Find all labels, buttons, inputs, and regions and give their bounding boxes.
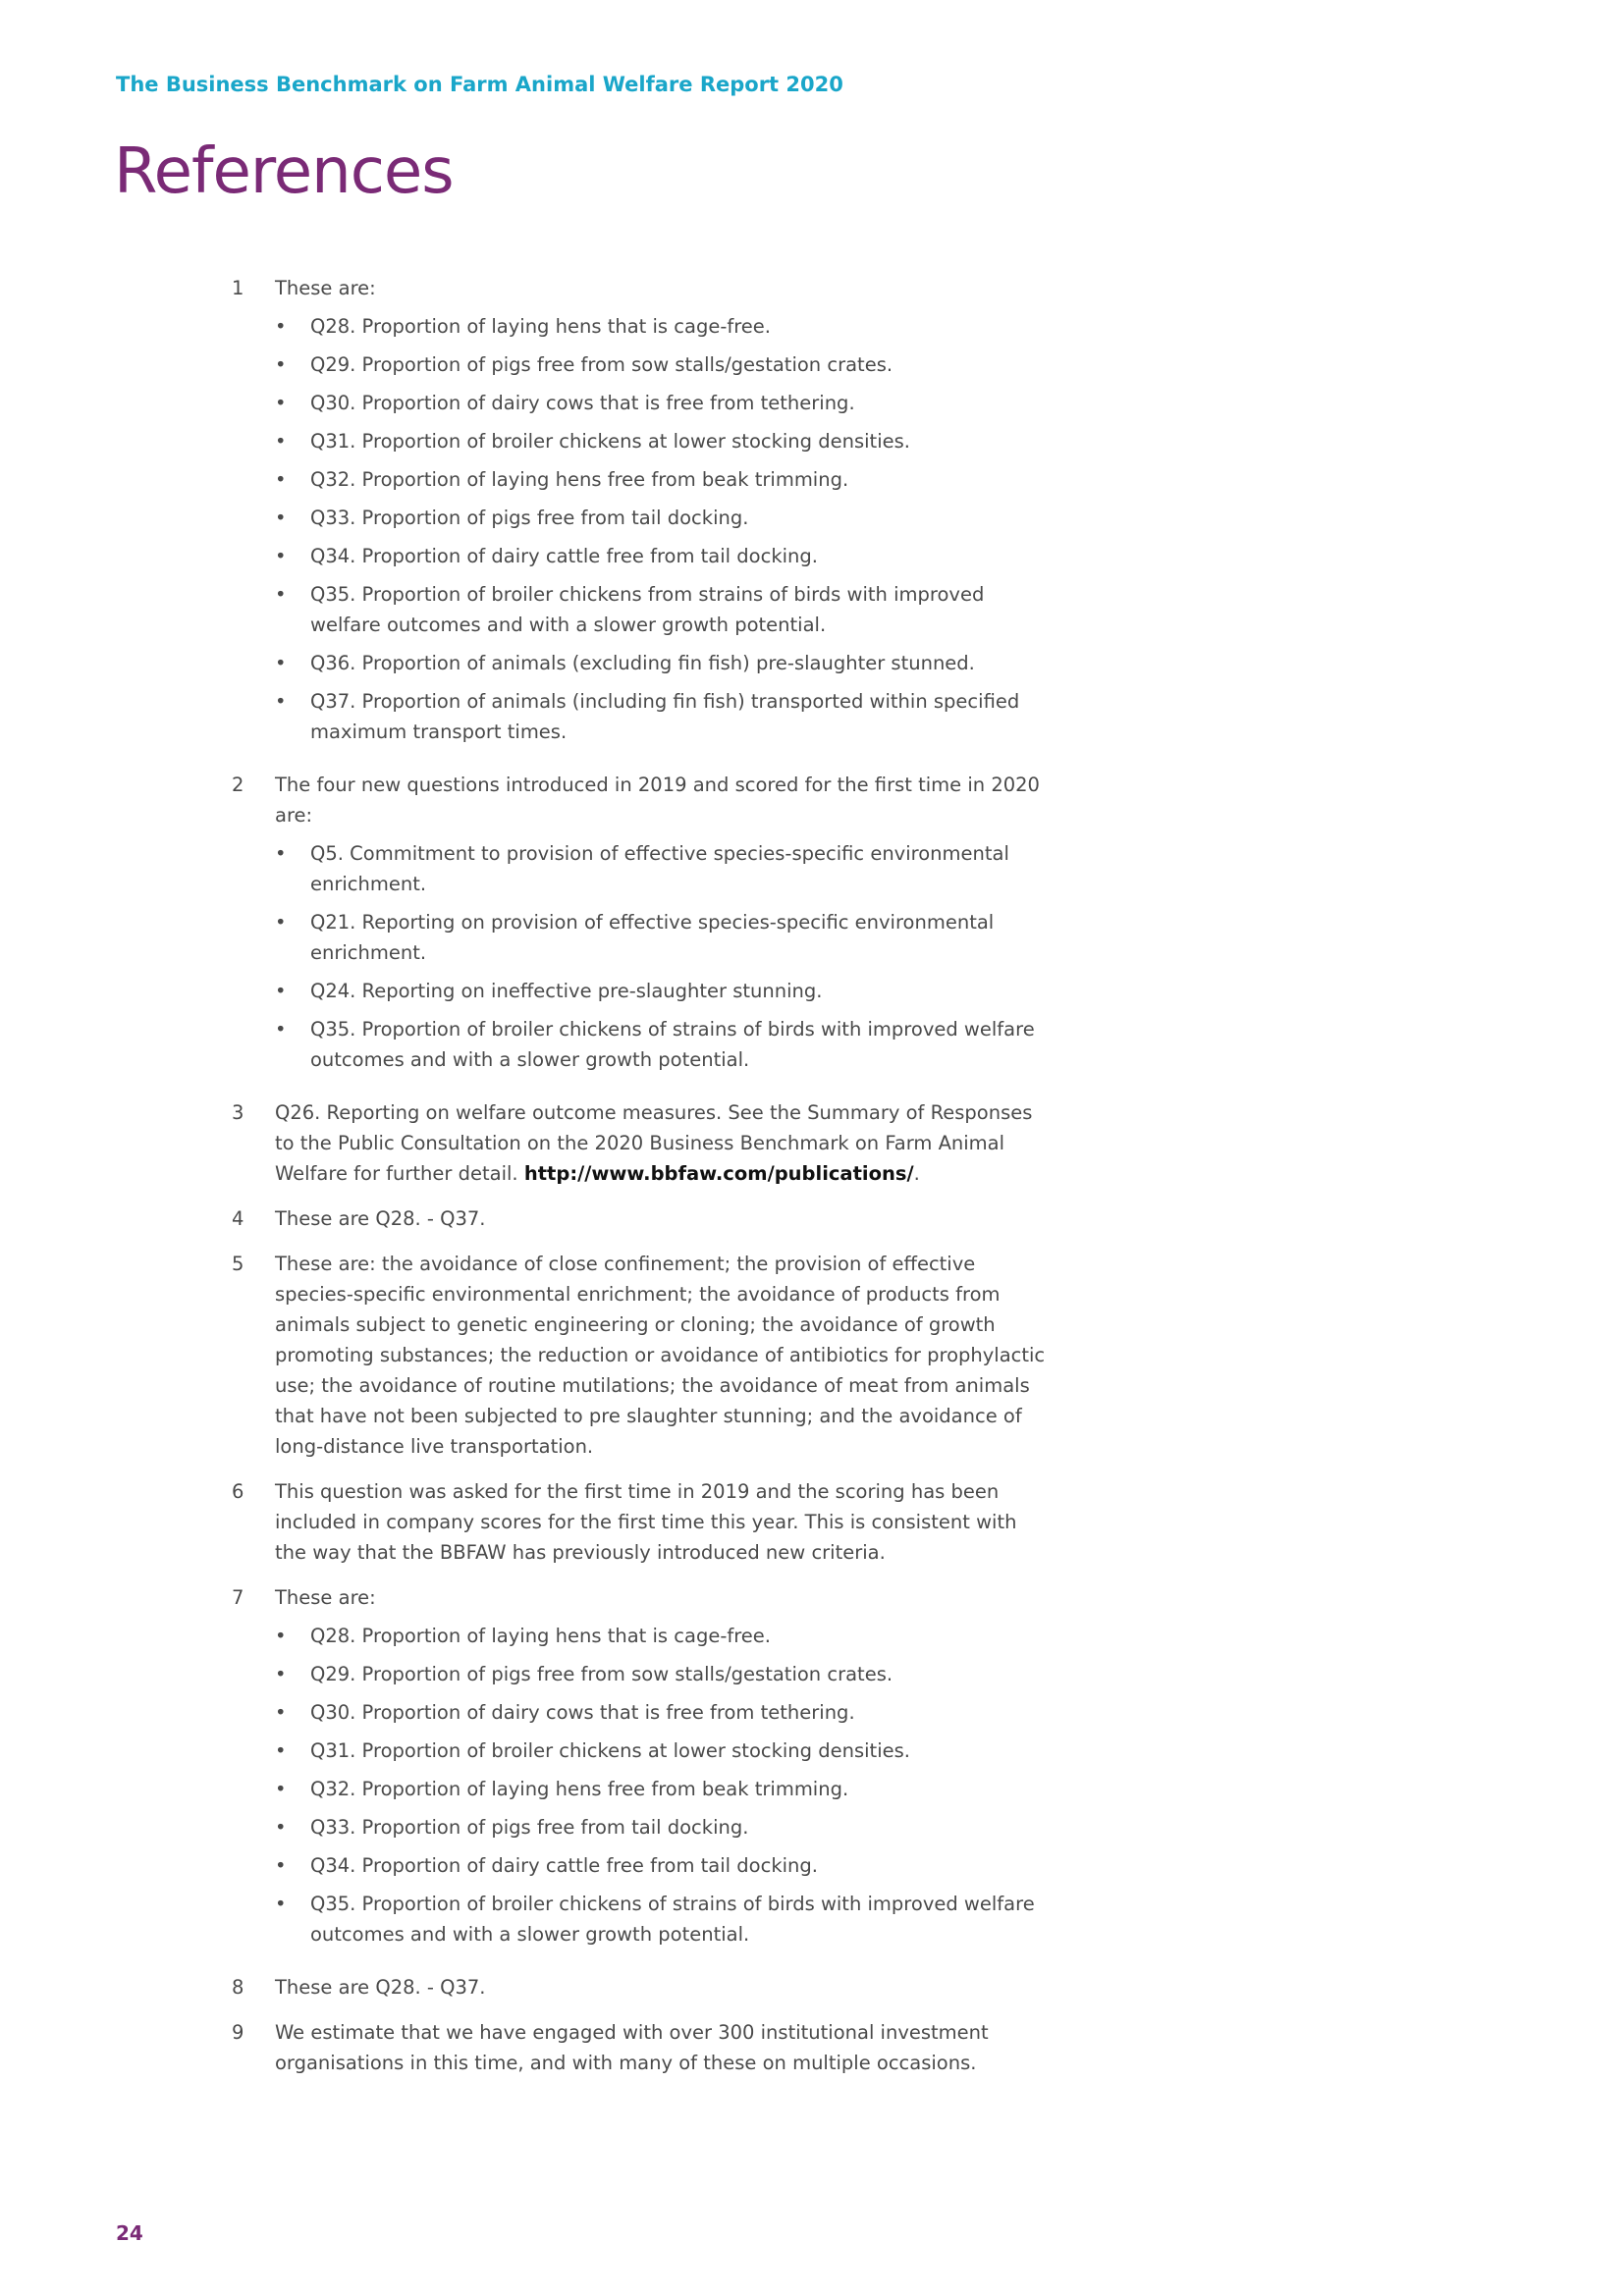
- reference-item: [232, 1582, 1047, 1957]
- list-item: • Q33. Proportion of pigs free from tail docking.: [275, 1812, 1047, 1842]
- reference-text: These are Q28. - Q37.: [275, 1207, 486, 1230]
- references-list: [232, 273, 1047, 2093]
- bullet-icon: •: [275, 468, 287, 491]
- bullet-icon: •: [275, 430, 287, 453]
- reference-number: 4: [232, 1207, 244, 1230]
- reference-intro: These are:: [275, 1586, 376, 1609]
- reference-item: [232, 1249, 1047, 1462]
- list-item: • Q29. Proportion of pigs free from sow stalls/gestation crates.: [275, 1659, 1047, 1689]
- reference-item: [232, 1097, 1047, 1189]
- reference-number: 3: [232, 1101, 244, 1124]
- reference-number: 5: [232, 1253, 244, 1275]
- reference-body: [275, 273, 1047, 755]
- bullet-icon: •: [275, 1663, 287, 1685]
- reference-item: [232, 1972, 1047, 2002]
- bullet-list: [275, 311, 1047, 747]
- bullet-icon: •: [275, 980, 287, 1002]
- reference-item: [232, 273, 1047, 755]
- bullet-icon: •: [275, 1778, 287, 1800]
- reference-intro: These are:: [275, 277, 376, 299]
- reference-body: [275, 1582, 1047, 1957]
- bullet-icon: •: [275, 545, 287, 567]
- bullet-icon: •: [275, 1893, 287, 1915]
- reference-text: Q26. Reporting on welfare outcome measures. See the Summary of Responses to the Public Consultation on the 2020 Business Benchmark on Farm Animal Welfare for further detail.: [275, 1101, 1033, 1185]
- list-item: • Q28. Proportion of laying hens that is cage-free.: [275, 1621, 1047, 1651]
- bullet-icon: •: [275, 690, 287, 713]
- list-item: • Q35. Proportion of broiler chickens of strains of birds with improved welfare outcomes and with a slower growth potential.: [275, 1014, 1047, 1075]
- list-item: • Q34. Proportion of dairy cattle free from tail docking.: [275, 541, 1047, 571]
- list-item: • Q37. Proportion of animals (including fin fish) transported within specified maximum transport times.: [275, 686, 1047, 747]
- reference-text: This question was asked for the first time in 2019 and the scoring has been included in company scores for the first time this year. This is consistent with the way that the BBFAW has previously introduced new criteria.: [275, 1480, 1017, 1564]
- reference-number: 9: [232, 2021, 244, 2044]
- bullet-icon: •: [275, 507, 287, 529]
- bullet-list: [275, 1621, 1047, 1949]
- list-item: • Q32. Proportion of laying hens free from beak trimming.: [275, 464, 1047, 495]
- reference-text: These are: the avoidance of close confinement; the provision of effective species-specific environmental enrichment; the avoidance of products from animals subject to genetic engineering or cloning; the avoidance of growth promoting substances; the reduction or avoidance of antibiotics for prophylactic use; the avoidance of routine mutilations; the avoidance of meat from animals that have not been subjected to pre slaughter stunning; and the avoidance of long-distance live transportation.: [275, 1253, 1046, 1458]
- list-item: • Q34. Proportion of dairy cattle free from tail docking.: [275, 1850, 1047, 1881]
- bullet-icon: •: [275, 1625, 287, 1647]
- reference-number: 7: [232, 1586, 244, 1609]
- list-item: • Q24. Reporting on ineffective pre-slaughter stunning.: [275, 976, 1047, 1006]
- reference-number: 6: [232, 1480, 244, 1503]
- list-item: • Q30. Proportion of dairy cows that is free from tethering.: [275, 1697, 1047, 1728]
- publications-link[interactable]: http://www.bbfaw.com/publications/: [523, 1162, 914, 1185]
- bullet-icon: •: [275, 842, 287, 865]
- bullet-icon: •: [275, 1854, 287, 1877]
- reference-intro: The four new questions introduced in 2019 and scored for the first time in 2020 are:: [275, 774, 1040, 827]
- list-item: • Q31. Proportion of broiler chickens at lower stocking densities.: [275, 426, 1047, 456]
- reference-item: [232, 1203, 1047, 1234]
- bullet-icon: •: [275, 1816, 287, 1839]
- bullet-icon: •: [275, 1739, 287, 1762]
- reference-body: [275, 770, 1047, 1083]
- reference-number: 8: [232, 1976, 244, 1999]
- list-item: • Q36. Proportion of animals (excluding fin fish) pre-slaughter stunned.: [275, 648, 1047, 678]
- bullet-icon: •: [275, 652, 287, 674]
- reference-number: 1: [232, 277, 244, 299]
- reference-item: [232, 770, 1047, 1083]
- reference-text: These are Q28. - Q37.: [275, 1976, 486, 1999]
- list-item: • Q32. Proportion of laying hens free from beak trimming.: [275, 1774, 1047, 1804]
- reference-text-end: .: [913, 1162, 920, 1185]
- list-item: • Q35. Proportion of broiler chickens from strains of birds with improved welfare outcomes and with a slower growth potential.: [275, 579, 1047, 640]
- report-title: The Business Benchmark on Farm Animal Welfare Report 2020: [116, 73, 843, 96]
- bullet-icon: •: [275, 911, 287, 934]
- list-item: • Q31. Proportion of broiler chickens at lower stocking densities.: [275, 1735, 1047, 1766]
- reference-item: [232, 1476, 1047, 1568]
- page-number: 24: [116, 2221, 143, 2245]
- list-item: • Q33. Proportion of pigs free from tail docking.: [275, 503, 1047, 533]
- bullet-icon: •: [275, 1018, 287, 1041]
- reference-item: [232, 2017, 1047, 2078]
- list-item: • Q29. Proportion of pigs free from sow stalls/gestation crates.: [275, 349, 1047, 380]
- bullet-list: [275, 838, 1047, 1075]
- bullet-icon: •: [275, 392, 287, 414]
- bullet-icon: •: [275, 315, 287, 338]
- reference-text: We estimate that we have engaged with over 300 institutional investment organisations in this time, and with many of these on multiple occasions.: [275, 2021, 989, 2074]
- list-item: • Q35. Proportion of broiler chickens of strains of birds with improved welfare outcomes and with a slower growth potential.: [275, 1889, 1047, 1949]
- list-item: • Q21. Reporting on provision of effective species-specific environmental enrichment.: [275, 907, 1047, 968]
- bullet-icon: •: [275, 353, 287, 376]
- reference-body: [275, 1097, 1047, 1189]
- list-item: • Q30. Proportion of dairy cows that is free from tethering.: [275, 388, 1047, 418]
- bullet-icon: •: [275, 583, 287, 606]
- page-title: References: [114, 135, 454, 208]
- reference-number: 2: [232, 774, 244, 796]
- bullet-icon: •: [275, 1701, 287, 1724]
- list-item: • Q5. Commitment to provision of effective species-specific environmental enrichment.: [275, 838, 1047, 899]
- list-item: • Q28. Proportion of laying hens that is cage-free.: [275, 311, 1047, 342]
